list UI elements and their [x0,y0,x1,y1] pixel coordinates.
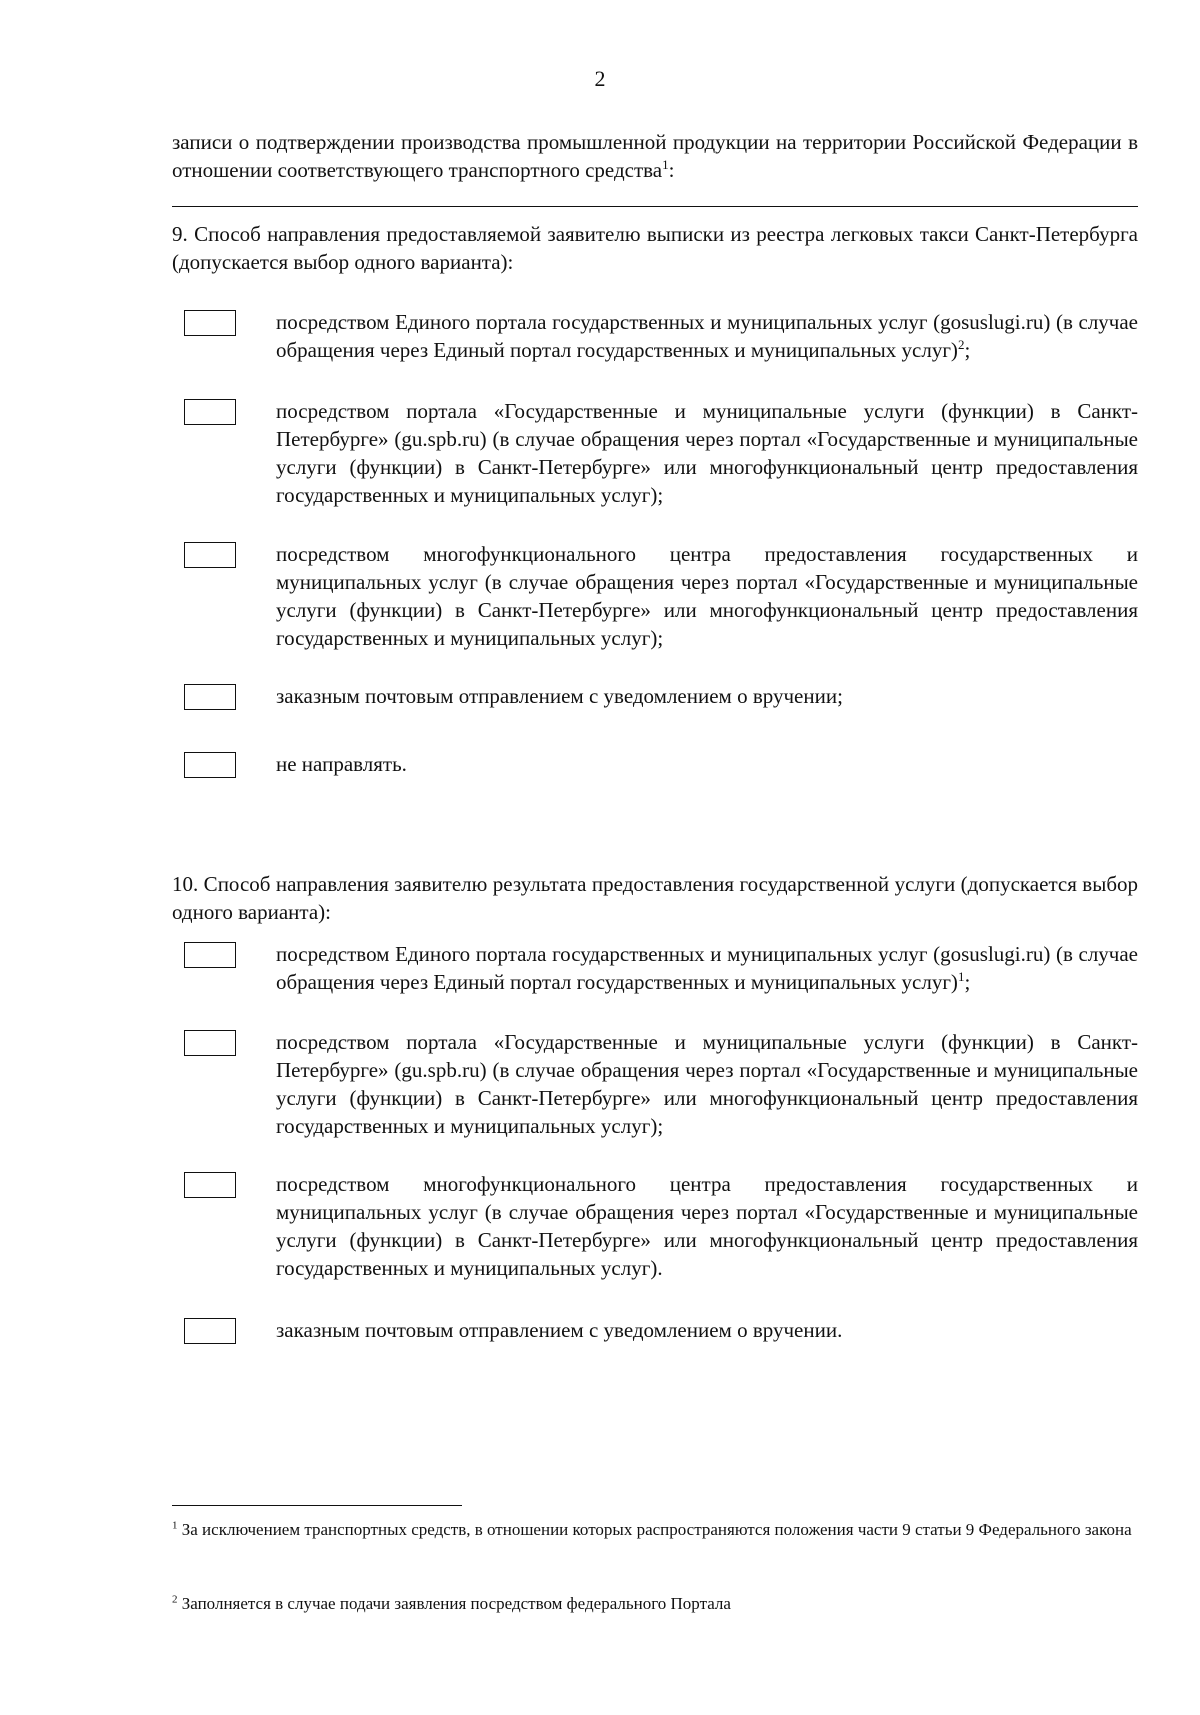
section-9-heading: 9. Способ направления предоставляемой заявителю выписки из реестра легковых такси Санкт-Петербурга (допускается выбор одного варианта): [172,222,1138,274]
checkbox[interactable] [184,310,236,336]
footnote-text: Заполняется в случае подачи заявления посредством федерального Портала [181,1594,731,1613]
footnote-ref: 1 [662,157,669,172]
checkbox[interactable] [184,1318,236,1344]
footnote-mark: 1 [172,1519,178,1532]
footnote-1 [172,1518,1138,1542]
footnote-text: За исключением транспортных средств, в отношении которых распространяются положения части 9 статьи 9 Федерального закона [181,1520,1132,1539]
footnote-2 [172,1592,1138,1616]
checkbox[interactable] [184,542,236,568]
page-number: 2 [594,66,606,91]
option-label: посредством многофункционального центра предоставления государственных и муниципальных услуг (в случае обращения через портал «Государственные и муниципальные услуги (функции) в Санкт-Петербурге» или многофункциональный центр предоставления государственных и муниципальных услуг); [276,542,1138,650]
section-10 [172,870,1138,1342]
intro-text: записи о подтверждении производства промышленной продукции на территории Российской Федерации в отношении соответствующего транспортного средства [172,130,1138,182]
option-label: посредством портала «Государственные и муниципальные услуги (функции) в Санкт-Петербурге» (gu.spb.ru) (в случае обращения через портал «Государственные и муниципальные услуги (функции) в Санкт-Петербурге» или многофункциональный центр предоставления государственных и муниципальных услуг); [276,399,1138,507]
intro-paragraph [172,128,1138,184]
section-10-heading: 10. Способ направления заявителю результата предоставления государственной услуги (допускается выбор одного варианта): [172,872,1138,924]
checkbox[interactable] [184,752,236,778]
fill-in-line[interactable] [172,206,1138,207]
option-label: посредством портала «Государственные и муниципальные услуги (функции) в Санкт-Петербурге» (gu.spb.ru) (в случае обращения через портал «Государственные и муниципальные услуги (функции) в Санкт-Петербурге» или многофункциональный центр предоставления государственных и муниципальных услуг); [276,1030,1138,1138]
footnote-ref: 2 [957,337,965,352]
footnote-mark: 2 [172,1593,178,1606]
checkbox[interactable] [184,399,236,425]
checkbox[interactable] [184,1030,236,1056]
option-label: посредством многофункционального центра предоставления государственных и муниципальных услуг (в случае обращения через портал «Государственные и муниципальные услуги (функции) в Санкт-Петербурге» или многофункциональный центр предоставления государственных и муниципальных услуг). [276,1172,1138,1280]
section-9 [172,220,1138,776]
option-label: заказным почтовым отправлением с уведомлением о вручении. [276,1318,843,1342]
footnote-ref: 1 [957,969,965,984]
checkbox[interactable] [184,1172,236,1198]
checkbox[interactable] [184,684,236,710]
option-label: посредством Единого портала государственных и муниципальных услуг (gosuslugi.ru) (в случае обращения через Единый портал государственных и муниципальных услуг)$^1$; [276,942,1138,994]
footnote-divider [172,1505,462,1506]
option-label: не направлять. [276,752,407,776]
intro-tail: : [668,158,675,182]
checkbox[interactable] [184,942,236,968]
option-label: заказным почтовым отправлением с уведомлением о вручении; [276,684,843,708]
option-label: посредством Единого портала государственных и муниципальных услуг (gosuslugi.ru) (в случае обращения через Единый портал государственных и муниципальных услуг)$^2$; [276,310,1138,362]
